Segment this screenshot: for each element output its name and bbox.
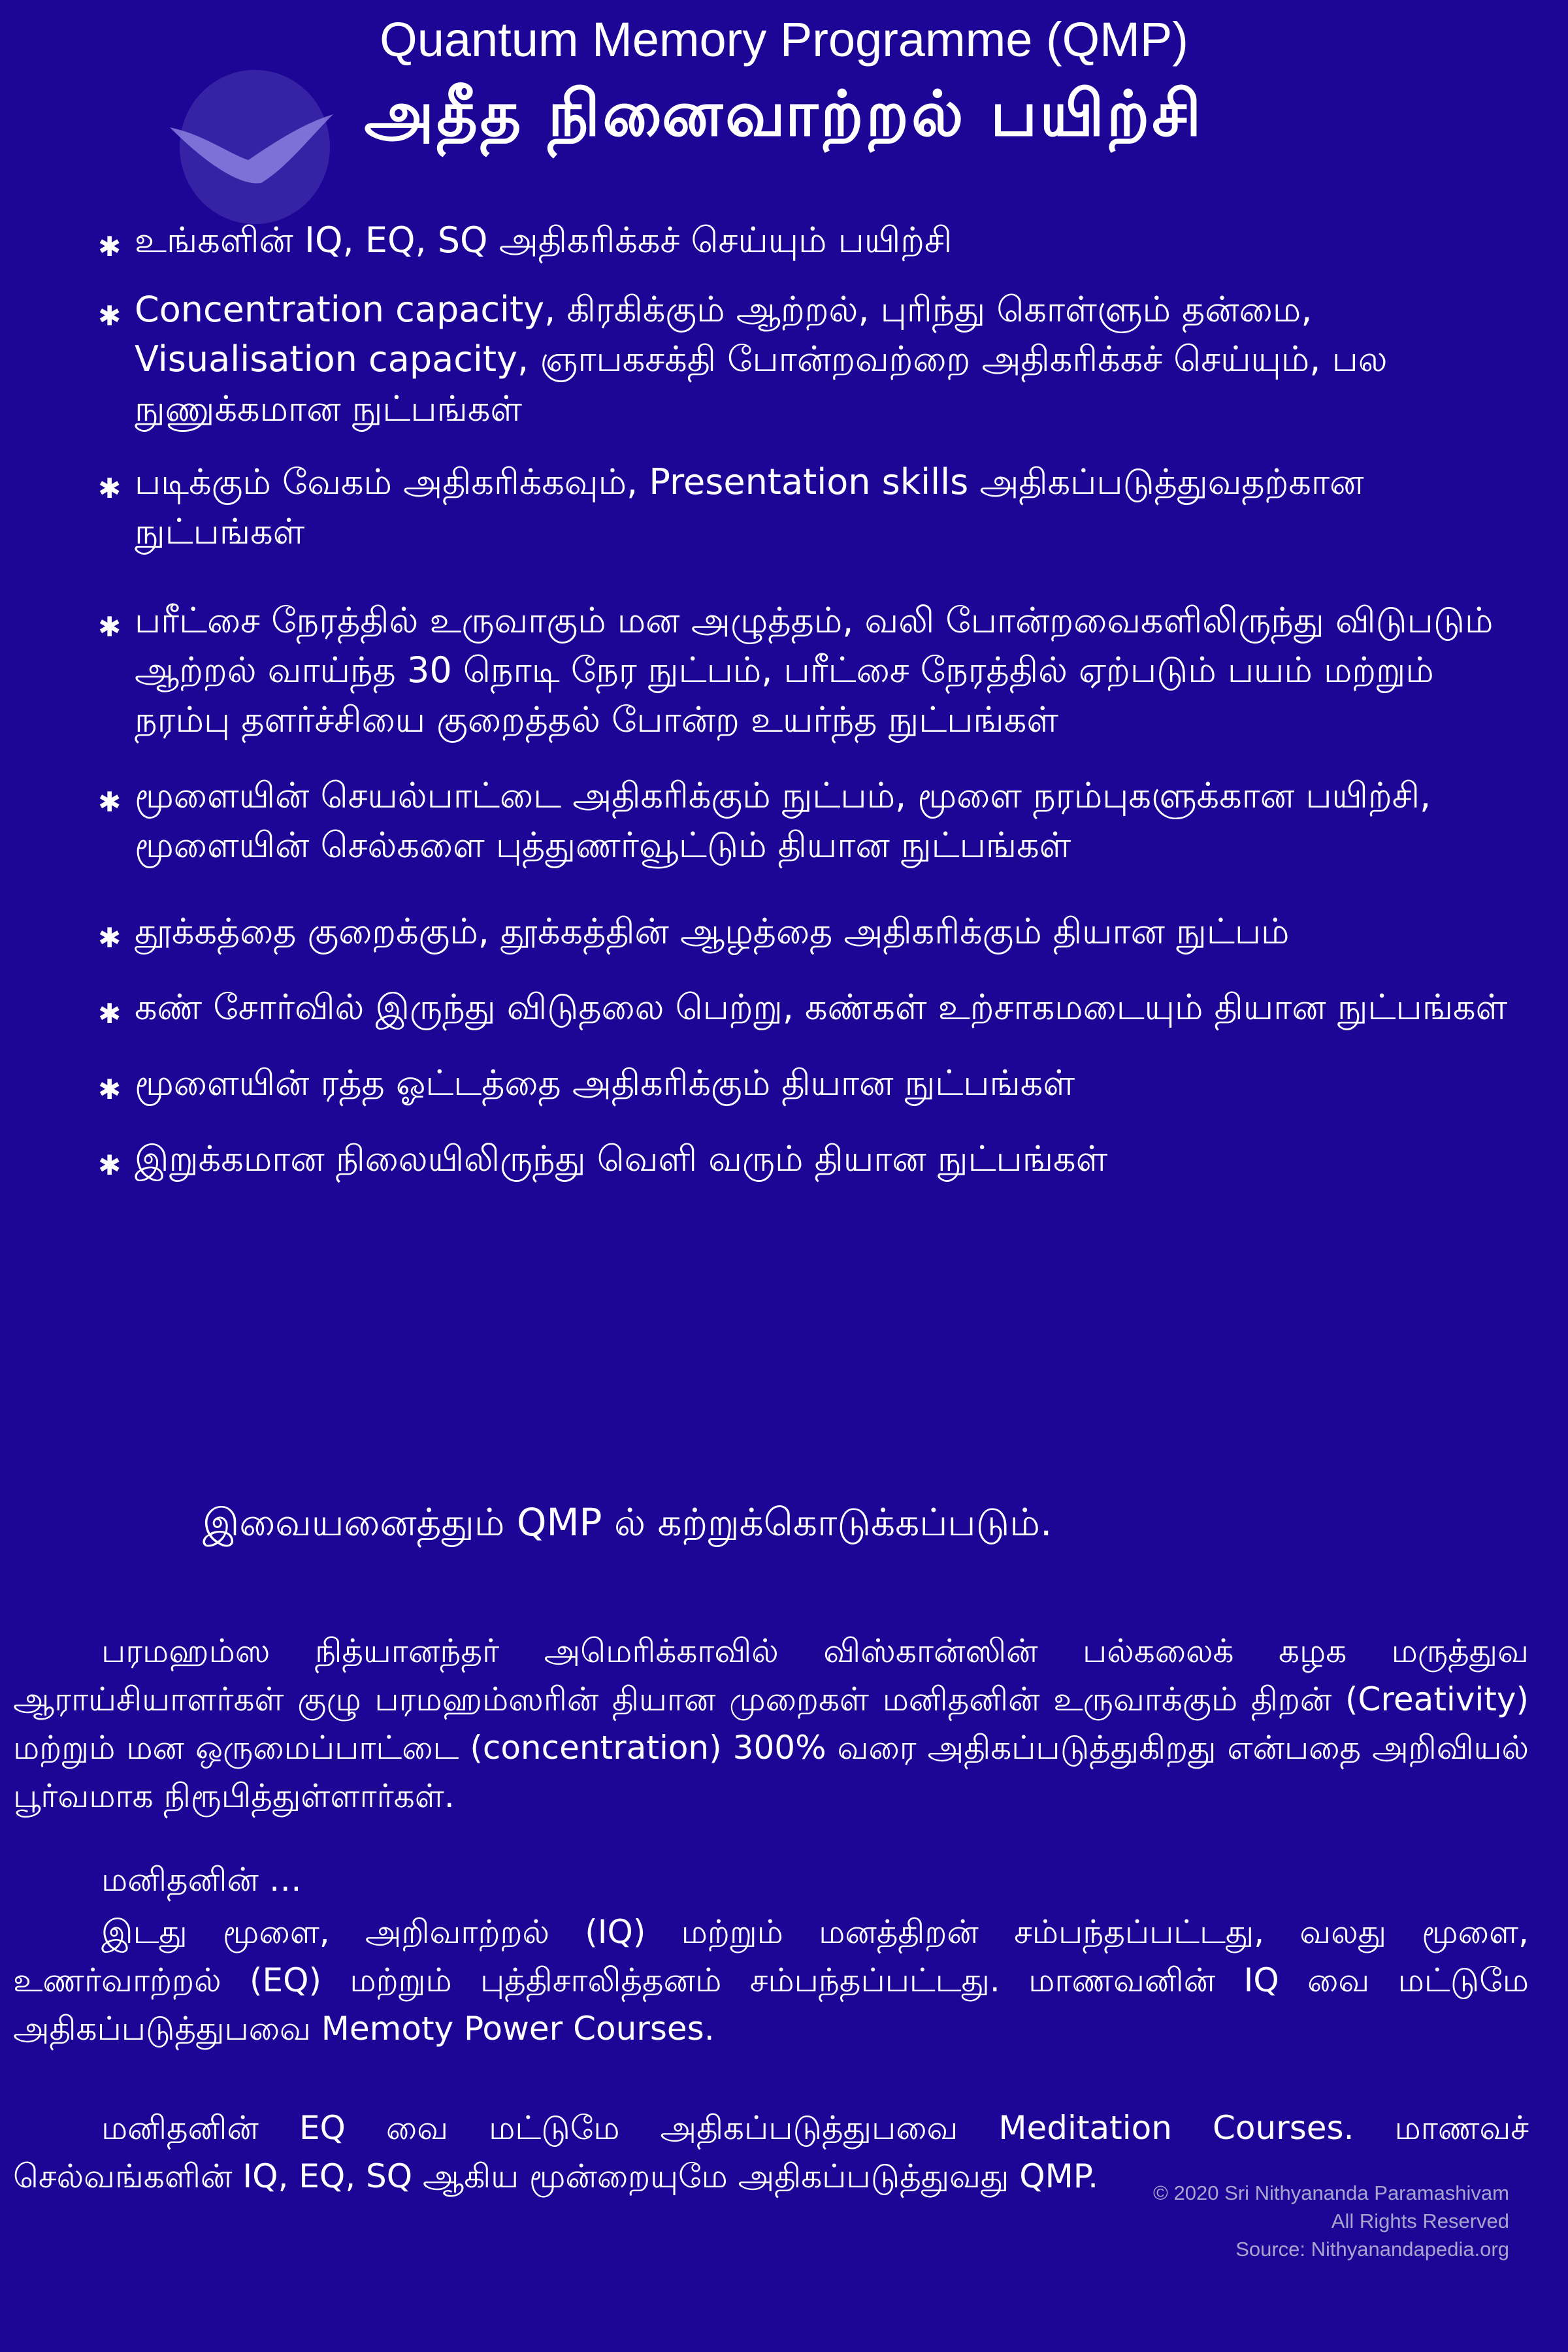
star-bullet-icon: ✱ <box>98 998 122 1030</box>
feature-list <box>98 216 1535 1184</box>
paragraph-brain <box>13 1908 1529 2053</box>
list-item-text: மூளையின் செயல்பாட்டை அதிகரிக்கும் நுட்பம், மூளை நரம்புகளுக்கான பயிற்சி, மூளையின் செல்களை புத்துணர்வூட்டும் தியான நுட்பங்கள் <box>135 775 1431 866</box>
list-item-text: இறுக்கமான நிலையிலிருந்து வெளி வரும் தியான நுட்பங்கள் <box>135 1138 1108 1179</box>
list-item <box>98 216 1535 265</box>
list-item <box>98 596 1535 745</box>
list-item <box>98 771 1535 870</box>
list-item-text: உங்களின் IQ, EQ, SQ அதிகரிக்கச் செய்யும் பயிற்சி <box>135 220 953 261</box>
copyright-source: Source: Nithyanandapedia.org <box>1235 2238 1509 2261</box>
closing-line: இவையனைத்தும் QMP ல் கற்றுக்கொடுக்கப்படும். <box>203 1500 1053 1544</box>
list-item-text: படிக்கும் வேகம் அதிகரிக்கவும், Presentation skills அதிகப்படுத்துவதற்கான நுட்பங்கள் <box>135 461 1364 552</box>
star-bullet-icon: ✱ <box>98 300 122 332</box>
list-item <box>98 285 1535 434</box>
page-title-tamil: அதீத நினைவாற்றல் பயிற்சி <box>364 77 1204 150</box>
list-item <box>98 907 1535 956</box>
list-item-text: மூளையின் ரத்த ஓட்டத்தை அதிகரிக்கும் தியான நுட்பங்கள் <box>135 1062 1075 1103</box>
copyright-rights: All Rights Reserved <box>1331 2210 1509 2232</box>
paragraph-research <box>13 1627 1529 1820</box>
star-bullet-icon: ✱ <box>98 786 122 818</box>
star-bullet-icon: ✱ <box>98 611 122 643</box>
star-bullet-icon: ✱ <box>98 472 122 504</box>
page-title-english: Quantum Memory Programme (QMP) <box>380 12 1188 67</box>
copyright-line: © 2020 Sri Nithyananda Paramashivam <box>1153 2181 1509 2204</box>
paragraph-text: இடது மூளை, அறிவாற்றல் (IQ) மற்றும் மனத்திறன் சம்பந்தப்பட்டது, வலது மூளை, உணர்வாற்றல் (EQ) மற்றும் புத்திசாலித்தனம் சம்பந்தப்பட்டது. மாணவனின் IQ வை மட்டுமே அதிகப்படுத்துபவை Memoty Power Courses. <box>13 1913 1529 2048</box>
star-bullet-icon: ✱ <box>98 1073 122 1105</box>
paragraph-text: மனிதனின் EQ வை மட்டுமே அதிகப்படுத்துபவை Meditation Courses. மாணவச் செல்வங்களின் IQ, EQ, SQ ஆகிய மூன்றையுமே அதிகப்படுத்துவது QMP. <box>13 2109 1529 2195</box>
list-item-text: Concentration capacity, கிரகிக்கும் ஆற்றல், புரிந்து கொள்ளும் தன்மை, Visualisation capacity, ஞாபகசக்தி போன்றவற்றை அதிகரிக்கச் செய்யும், பல நுணுக்கமான நுட்பங்கள் <box>135 289 1388 429</box>
paragraph-text: பரமஹம்ஸ நித்யானந்தர் அமெரிக்காவில் விஸ்கான்ஸின் பல்கலைக் கழக மருத்துவ ஆராய்சியாளர்கள் குழு பரமஹம்ஸரின் தியான முறைகள் மனிதனின் உருவாக்கும் திறன் (Creativity) மற்றும் மன ஒருமைப்பாட்டை (concentration) 300% வரை அதிகப்படுத்துகிறது என்பதை அறிவியல் பூர்வமாக நிரூபித்துள்ளார்கள். <box>13 1632 1529 1815</box>
list-item-text: தூக்கத்தை குறைக்கும், தூக்கத்தின் ஆழத்தை அதிகரிக்கும் தியான நுட்பம் <box>135 911 1290 952</box>
list-item <box>98 1134 1535 1184</box>
paragraph-heading: மனிதனின் … <box>101 1861 302 1899</box>
list-item <box>98 457 1535 557</box>
list-item <box>98 983 1535 1032</box>
copyright-notice <box>1153 2179 1509 2263</box>
star-bullet-icon: ✱ <box>98 922 122 954</box>
star-bullet-icon: ✱ <box>98 1149 122 1181</box>
star-bullet-icon: ✱ <box>98 231 122 263</box>
list-item-text: கண் சோர்வில் இருந்து விடுதலை பெற்று, கண்கள் உற்சாகமடையும் தியான நுட்பங்கள் <box>135 987 1508 1028</box>
list-item <box>98 1058 1535 1108</box>
list-item-text: பரீட்சை நேரத்தில் உருவாகும் மன அழுத்தம், வலி போன்றவைகளிலிருந்து விடுபடும் ஆற்றல் வாய்ந்த 30 நொடி நேர நுட்பம், பரீட்சை நேரத்தில் ஏற்படும் பயம் மற்றும் நரம்பு தளர்ச்சியை குறைத்தல் போன்ற உயர்ந்த நுட்பங்கள் <box>135 600 1494 740</box>
